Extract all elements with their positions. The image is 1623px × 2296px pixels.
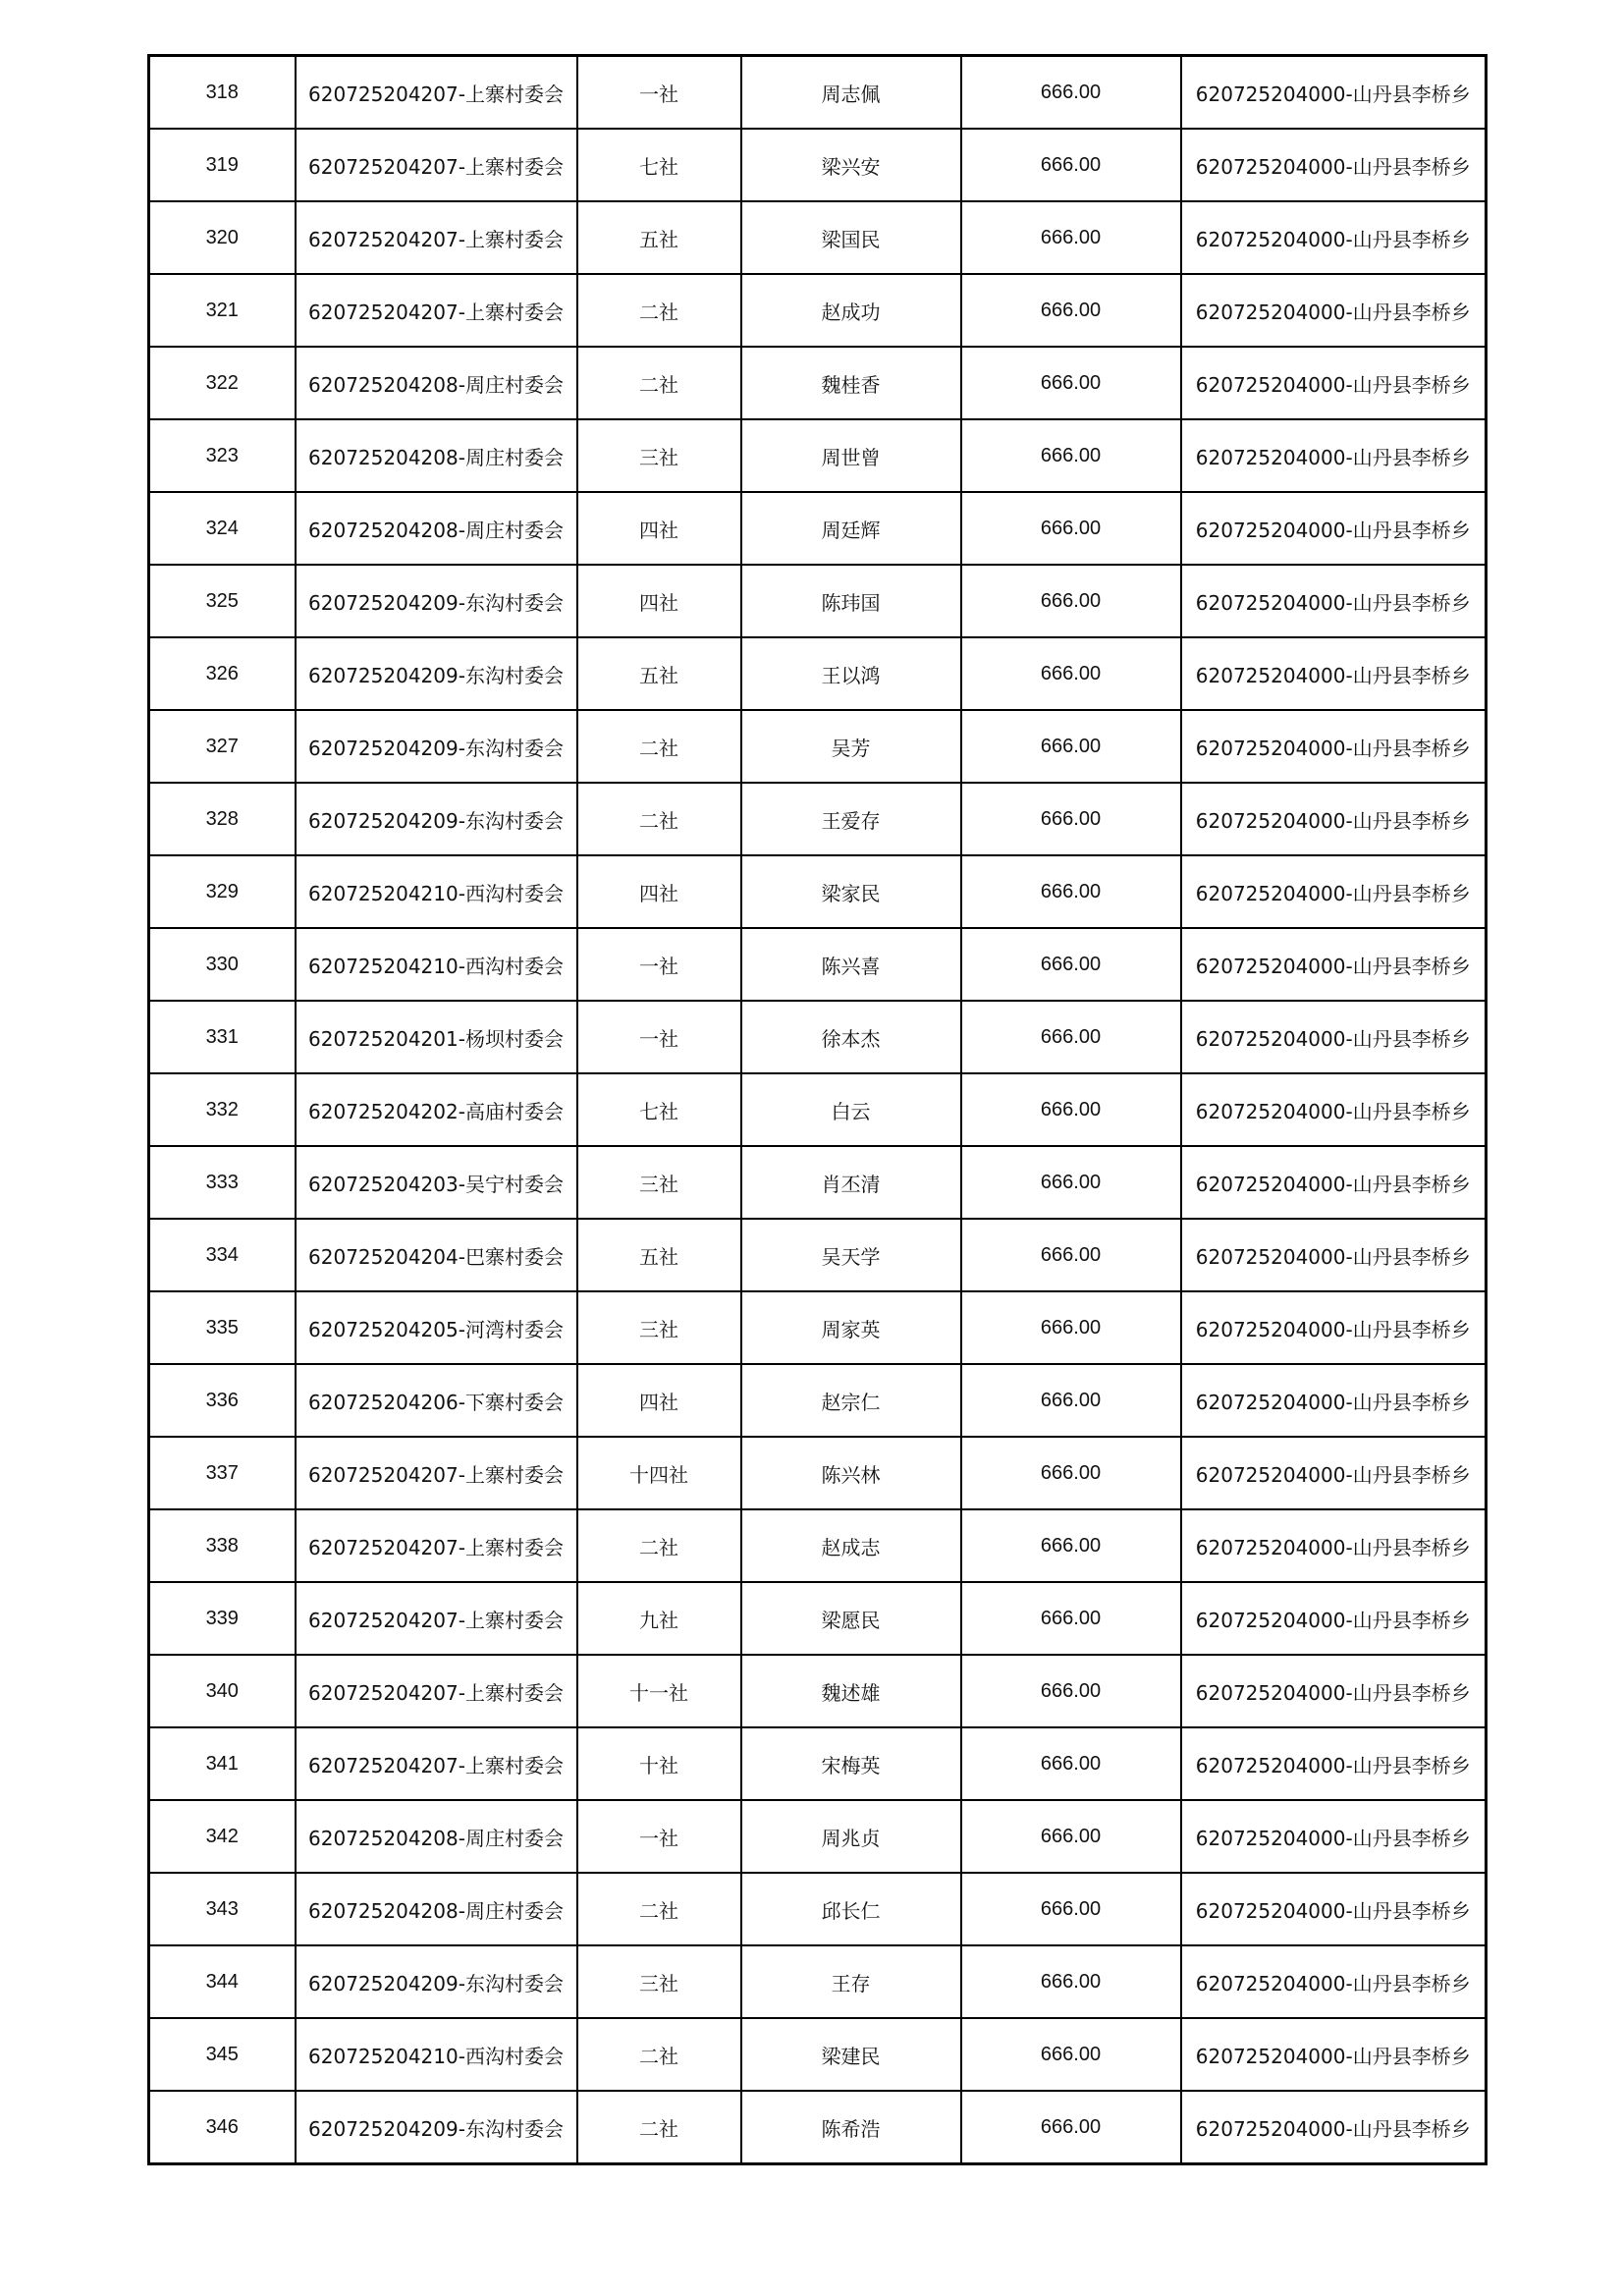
amount-cell: 666.00 (961, 419, 1181, 492)
village-group-cell: 五社 (577, 201, 741, 274)
amount-cell: 666.00 (961, 710, 1181, 783)
amount-cell: 666.00 (961, 1219, 1181, 1291)
village-committee-cell: 620725204207-上寨村委会 (296, 129, 577, 201)
village-committee-cell: 620725204203-吴宁村委会 (296, 1146, 577, 1219)
township-cell: 620725204000-山丹县李桥乡 (1181, 1509, 1487, 1582)
serial-number-cell: 336 (149, 1364, 296, 1437)
table-row (149, 492, 1487, 565)
amount-cell: 666.00 (961, 1945, 1181, 2018)
village-committee-cell: 620725204204-巴寨村委会 (296, 1219, 577, 1291)
village-group-cell: 二社 (577, 274, 741, 347)
village-committee-cell: 620725204208-周庄村委会 (296, 1873, 577, 1945)
village-committee-cell: 620725204208-周庄村委会 (296, 419, 577, 492)
township-cell: 620725204000-山丹县李桥乡 (1181, 637, 1487, 710)
serial-number-cell: 318 (149, 56, 296, 130)
township-cell: 620725204000-山丹县李桥乡 (1181, 1800, 1487, 1873)
village-committee-cell: 620725204207-上寨村委会 (296, 1509, 577, 1582)
roster-body (149, 56, 1487, 2164)
village-group-cell: 五社 (577, 1219, 741, 1291)
serial-number-cell: 321 (149, 274, 296, 347)
village-committee-cell: 620725204207-上寨村委会 (296, 1655, 577, 1727)
amount-cell: 666.00 (961, 129, 1181, 201)
serial-number-cell: 340 (149, 1655, 296, 1727)
village-group-cell: 四社 (577, 1364, 741, 1437)
person-name-cell: 魏述雄 (741, 1655, 961, 1727)
township-cell: 620725204000-山丹县李桥乡 (1181, 347, 1487, 419)
table-row (149, 419, 1487, 492)
village-group-cell: 三社 (577, 419, 741, 492)
table-row (149, 1727, 1487, 1800)
township-cell: 620725204000-山丹县李桥乡 (1181, 710, 1487, 783)
village-committee-cell: 620725204206-下寨村委会 (296, 1364, 577, 1437)
serial-number-cell: 324 (149, 492, 296, 565)
township-cell: 620725204000-山丹县李桥乡 (1181, 855, 1487, 928)
table-row (149, 129, 1487, 201)
village-committee-cell: 620725204207-上寨村委会 (296, 274, 577, 347)
person-name-cell: 梁国民 (741, 201, 961, 274)
township-cell: 620725204000-山丹县李桥乡 (1181, 1146, 1487, 1219)
village-group-cell: 四社 (577, 855, 741, 928)
amount-cell: 666.00 (961, 637, 1181, 710)
amount-cell: 666.00 (961, 1291, 1181, 1364)
person-name-cell: 陈希浩 (741, 2091, 961, 2164)
serial-number-cell: 332 (149, 1073, 296, 1146)
village-group-cell: 三社 (577, 1146, 741, 1219)
village-committee-cell: 620725204207-上寨村委会 (296, 1727, 577, 1800)
serial-number-cell: 334 (149, 1219, 296, 1291)
village-group-cell: 二社 (577, 783, 741, 855)
township-cell: 620725204000-山丹县李桥乡 (1181, 129, 1487, 201)
village-committee-cell: 620725204209-东沟村委会 (296, 2091, 577, 2164)
township-cell: 620725204000-山丹县李桥乡 (1181, 2018, 1487, 2091)
person-name-cell: 陈玮国 (741, 565, 961, 637)
person-name-cell: 梁建民 (741, 2018, 961, 2091)
person-name-cell: 陈兴林 (741, 1437, 961, 1509)
township-cell: 620725204000-山丹县李桥乡 (1181, 1001, 1487, 1073)
village-group-cell: 一社 (577, 1800, 741, 1873)
person-name-cell: 陈兴喜 (741, 928, 961, 1001)
amount-cell: 666.00 (961, 1001, 1181, 1073)
person-name-cell: 周志佩 (741, 56, 961, 130)
person-name-cell: 吴天学 (741, 1219, 961, 1291)
serial-number-cell: 343 (149, 1873, 296, 1945)
village-committee-cell: 620725204209-东沟村委会 (296, 710, 577, 783)
table-row (149, 1437, 1487, 1509)
village-committee-cell: 620725204210-西沟村委会 (296, 928, 577, 1001)
amount-cell: 666.00 (961, 783, 1181, 855)
amount-cell: 666.00 (961, 1364, 1181, 1437)
amount-cell: 666.00 (961, 1655, 1181, 1727)
amount-cell: 666.00 (961, 201, 1181, 274)
table-row (149, 1582, 1487, 1655)
serial-number-cell: 342 (149, 1800, 296, 1873)
village-group-cell: 三社 (577, 1945, 741, 2018)
village-group-cell: 一社 (577, 928, 741, 1001)
village-committee-cell: 620725204205-河湾村委会 (296, 1291, 577, 1364)
amount-cell: 666.00 (961, 1073, 1181, 1146)
amount-cell: 666.00 (961, 855, 1181, 928)
person-name-cell: 赵成功 (741, 274, 961, 347)
person-name-cell: 梁家民 (741, 855, 961, 928)
township-cell: 620725204000-山丹县李桥乡 (1181, 56, 1487, 130)
roster-table (147, 54, 1488, 2165)
table-row (149, 1509, 1487, 1582)
village-group-cell: 二社 (577, 2018, 741, 2091)
table-row (149, 1873, 1487, 1945)
village-committee-cell: 620725204207-上寨村委会 (296, 201, 577, 274)
township-cell: 620725204000-山丹县李桥乡 (1181, 1582, 1487, 1655)
township-cell: 620725204000-山丹县李桥乡 (1181, 492, 1487, 565)
township-cell: 620725204000-山丹县李桥乡 (1181, 1437, 1487, 1509)
township-cell: 620725204000-山丹县李桥乡 (1181, 783, 1487, 855)
table-row (149, 1364, 1487, 1437)
amount-cell: 666.00 (961, 1873, 1181, 1945)
table-row (149, 201, 1487, 274)
person-name-cell: 赵成志 (741, 1509, 961, 1582)
village-committee-cell: 620725204207-上寨村委会 (296, 1437, 577, 1509)
table-row (149, 1219, 1487, 1291)
person-name-cell: 梁愿民 (741, 1582, 961, 1655)
serial-number-cell: 339 (149, 1582, 296, 1655)
village-group-cell: 四社 (577, 565, 741, 637)
village-group-cell: 二社 (577, 2091, 741, 2164)
person-name-cell: 魏桂香 (741, 347, 961, 419)
serial-number-cell: 345 (149, 2018, 296, 2091)
amount-cell: 666.00 (961, 492, 1181, 565)
person-name-cell: 周家英 (741, 1291, 961, 1364)
village-group-cell: 五社 (577, 637, 741, 710)
amount-cell: 666.00 (961, 1727, 1181, 1800)
person-name-cell: 吴芳 (741, 710, 961, 783)
village-committee-cell: 620725204208-周庄村委会 (296, 347, 577, 419)
village-group-cell: 十社 (577, 1727, 741, 1800)
serial-number-cell: 346 (149, 2091, 296, 2164)
township-cell: 620725204000-山丹县李桥乡 (1181, 419, 1487, 492)
serial-number-cell: 331 (149, 1001, 296, 1073)
village-group-cell: 二社 (577, 1873, 741, 1945)
village-group-cell: 十一社 (577, 1655, 741, 1727)
table-row (149, 637, 1487, 710)
table-row (149, 1146, 1487, 1219)
amount-cell: 666.00 (961, 274, 1181, 347)
person-name-cell: 邱长仁 (741, 1873, 961, 1945)
person-name-cell: 梁兴安 (741, 129, 961, 201)
serial-number-cell: 344 (149, 1945, 296, 2018)
village-group-cell: 二社 (577, 1509, 741, 1582)
township-cell: 620725204000-山丹县李桥乡 (1181, 1073, 1487, 1146)
village-committee-cell: 620725204209-东沟村委会 (296, 637, 577, 710)
village-group-cell: 四社 (577, 492, 741, 565)
person-name-cell: 赵宗仁 (741, 1364, 961, 1437)
amount-cell: 666.00 (961, 347, 1181, 419)
amount-cell: 666.00 (961, 1509, 1181, 1582)
person-name-cell: 王以鸿 (741, 637, 961, 710)
township-cell: 620725204000-山丹县李桥乡 (1181, 928, 1487, 1001)
township-cell: 620725204000-山丹县李桥乡 (1181, 1873, 1487, 1945)
township-cell: 620725204000-山丹县李桥乡 (1181, 565, 1487, 637)
table-row (149, 1945, 1487, 2018)
table-row (149, 274, 1487, 347)
village-committee-cell: 620725204210-西沟村委会 (296, 855, 577, 928)
township-cell: 620725204000-山丹县李桥乡 (1181, 1727, 1487, 1800)
village-committee-cell: 620725204209-东沟村委会 (296, 783, 577, 855)
amount-cell: 666.00 (961, 1800, 1181, 1873)
amount-cell: 666.00 (961, 1437, 1181, 1509)
amount-cell: 666.00 (961, 2091, 1181, 2164)
table-row (149, 1001, 1487, 1073)
table-row (149, 1800, 1487, 1873)
village-group-cell: 一社 (577, 56, 741, 130)
village-group-cell: 九社 (577, 1582, 741, 1655)
village-committee-cell: 620725204208-周庄村委会 (296, 492, 577, 565)
serial-number-cell: 329 (149, 855, 296, 928)
village-group-cell: 二社 (577, 347, 741, 419)
township-cell: 620725204000-山丹县李桥乡 (1181, 201, 1487, 274)
village-group-cell: 七社 (577, 1073, 741, 1146)
village-group-cell: 三社 (577, 1291, 741, 1364)
amount-cell: 666.00 (961, 928, 1181, 1001)
table-row (149, 1655, 1487, 1727)
village-committee-cell: 620725204201-杨坝村委会 (296, 1001, 577, 1073)
serial-number-cell: 325 (149, 565, 296, 637)
village-committee-cell: 620725204207-上寨村委会 (296, 1582, 577, 1655)
village-committee-cell: 620725204209-东沟村委会 (296, 1945, 577, 2018)
serial-number-cell: 320 (149, 201, 296, 274)
serial-number-cell: 327 (149, 710, 296, 783)
serial-number-cell: 328 (149, 783, 296, 855)
table-row (149, 855, 1487, 928)
person-name-cell: 白云 (741, 1073, 961, 1146)
serial-number-cell: 330 (149, 928, 296, 1001)
township-cell: 620725204000-山丹县李桥乡 (1181, 1945, 1487, 2018)
table-row (149, 928, 1487, 1001)
township-cell: 620725204000-山丹县李桥乡 (1181, 1364, 1487, 1437)
township-cell: 620725204000-山丹县李桥乡 (1181, 1655, 1487, 1727)
amount-cell: 666.00 (961, 565, 1181, 637)
serial-number-cell: 337 (149, 1437, 296, 1509)
table-row (149, 347, 1487, 419)
serial-number-cell: 338 (149, 1509, 296, 1582)
table-row (149, 56, 1487, 130)
table-row (149, 710, 1487, 783)
person-name-cell: 周兆贞 (741, 1800, 961, 1873)
table-row (149, 565, 1487, 637)
person-name-cell: 周世曾 (741, 419, 961, 492)
person-name-cell: 王存 (741, 1945, 961, 2018)
amount-cell: 666.00 (961, 1146, 1181, 1219)
village-committee-cell: 620725204207-上寨村委会 (296, 56, 577, 130)
village-group-cell: 七社 (577, 129, 741, 201)
amount-cell: 666.00 (961, 1582, 1181, 1655)
table-row (149, 1291, 1487, 1364)
serial-number-cell: 335 (149, 1291, 296, 1364)
person-name-cell: 徐本杰 (741, 1001, 961, 1073)
table-row (149, 1073, 1487, 1146)
village-committee-cell: 620725204209-东沟村委会 (296, 565, 577, 637)
serial-number-cell: 322 (149, 347, 296, 419)
village-committee-cell: 620725204210-西沟村委会 (296, 2018, 577, 2091)
serial-number-cell: 323 (149, 419, 296, 492)
township-cell: 620725204000-山丹县李桥乡 (1181, 2091, 1487, 2164)
township-cell: 620725204000-山丹县李桥乡 (1181, 274, 1487, 347)
serial-number-cell: 341 (149, 1727, 296, 1800)
village-committee-cell: 620725204208-周庄村委会 (296, 1800, 577, 1873)
table-row (149, 783, 1487, 855)
table-row (149, 2018, 1487, 2091)
village-group-cell: 一社 (577, 1001, 741, 1073)
person-name-cell: 王爱存 (741, 783, 961, 855)
township-cell: 620725204000-山丹县李桥乡 (1181, 1219, 1487, 1291)
person-name-cell: 周廷辉 (741, 492, 961, 565)
table-row (149, 2091, 1487, 2164)
township-cell: 620725204000-山丹县李桥乡 (1181, 1291, 1487, 1364)
serial-number-cell: 326 (149, 637, 296, 710)
village-group-cell: 十四社 (577, 1437, 741, 1509)
serial-number-cell: 319 (149, 129, 296, 201)
village-group-cell: 二社 (577, 710, 741, 783)
village-committee-cell: 620725204202-高庙村委会 (296, 1073, 577, 1146)
amount-cell: 666.00 (961, 56, 1181, 130)
serial-number-cell: 333 (149, 1146, 296, 1219)
amount-cell: 666.00 (961, 2018, 1181, 2091)
person-name-cell: 宋梅英 (741, 1727, 961, 1800)
person-name-cell: 肖丕清 (741, 1146, 961, 1219)
